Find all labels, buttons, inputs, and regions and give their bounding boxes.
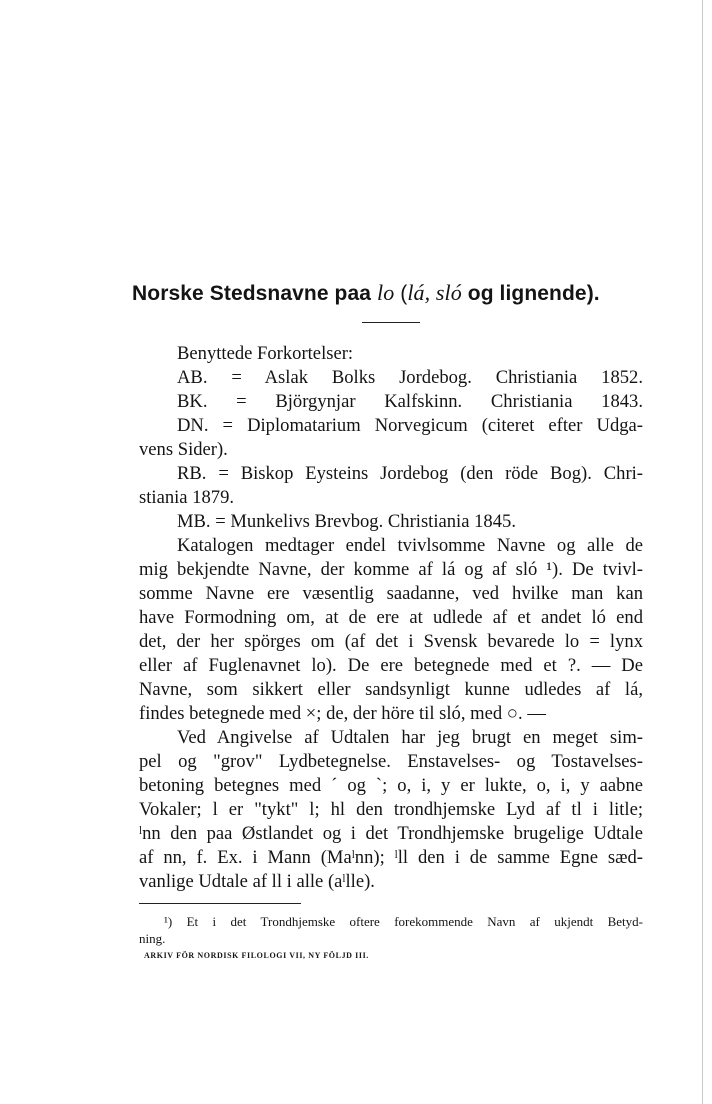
title-text-end: og lignende).: [461, 282, 600, 305]
footnote-line: ¹) Et i det Trondhjemske oftere forekommende Navn af ukjendt Betyd-: [164, 914, 643, 929]
title-rule: [362, 322, 420, 323]
text-line: Katalogen medtager endel tvivlsomme Navne og alle de: [177, 535, 643, 556]
title-italic-la-slo: lá, sló: [407, 280, 462, 305]
text-line: MB. = Munkelivs Brevbog. Christiania 1845.: [177, 511, 516, 532]
text-line: AB. = Aslak Bolks Jordebog. Christiania 1852.: [177, 367, 643, 388]
footnote-line: ning.: [139, 931, 166, 946]
text-line: vanlige Udtale af ll i alle (aˡlle).: [139, 871, 375, 892]
text-line: have Formodning om, at de ere at udlede af et andet ló end: [139, 607, 643, 628]
text-line: det, der her spörges om (af det i Svensk bevarede lo = lynx: [139, 631, 643, 652]
text-line: vens Sider).: [139, 439, 228, 460]
text-line: af nn, f. Ex. i Mann (Maˡnn); ˡll den i de samme Egne sæd-: [139, 847, 643, 868]
page-title: [132, 280, 652, 306]
title-paren: (: [394, 282, 408, 305]
text-line: mig bekjendte Navne, der komme af lá og af sló ¹). De tvivl-: [139, 559, 643, 580]
text-line: betoning betegnes med ´ og `; o, i, y er lukte, o, i, y aabne: [139, 775, 643, 796]
page-edge: [702, 0, 703, 1104]
text-line: findes betegnede med ×; de, der höre til sló, med ○. —: [139, 703, 546, 724]
signature-mark: ARKIV FÖR NORDISK FILOLOGI VII, NY FÖLJD III.: [144, 951, 369, 960]
text-line: Ved Angivelse af Udtalen har jeg brugt en meget sim-: [177, 727, 643, 748]
text-line: DN. = Diplomatarium Norvegicum (citeret efter Udga-: [177, 415, 643, 436]
text-line: RB. = Biskop Eysteins Jordebog (den röde Bog). Chri-: [177, 463, 643, 484]
text-line: stiania 1879.: [139, 487, 235, 508]
text-line: somme Navne ere væsentlig saadanne, ved hvilke man kan: [139, 583, 643, 604]
text-line: ˡnn den paa Østlandet og i det Trondhjemske brugelige Udtale: [139, 823, 643, 844]
text-line: Benyttede Forkortelser:: [177, 343, 354, 364]
footnote-rule: [139, 903, 301, 904]
title-text: Norske Stedsnavne paa: [132, 282, 377, 305]
text-line: eller af Fuglenavnet lo). De ere betegnede med et ?. — De: [139, 655, 643, 676]
text-line: Navne, som sikkert eller sandsynligt kunne udledes af lá,: [139, 679, 643, 700]
text-line: Vokaler; l er "tykt" l; hl den trondhjemske Lyd af tl i litle;: [139, 799, 643, 820]
text-line: pel og "grov" Lydbetegnelse. Enstavelses- og Tostavelses-: [139, 751, 643, 772]
text-line: BK. = Björgynjar Kalfskinn. Christiania 1843.: [177, 391, 643, 412]
title-italic-lo: lo: [376, 280, 395, 305]
